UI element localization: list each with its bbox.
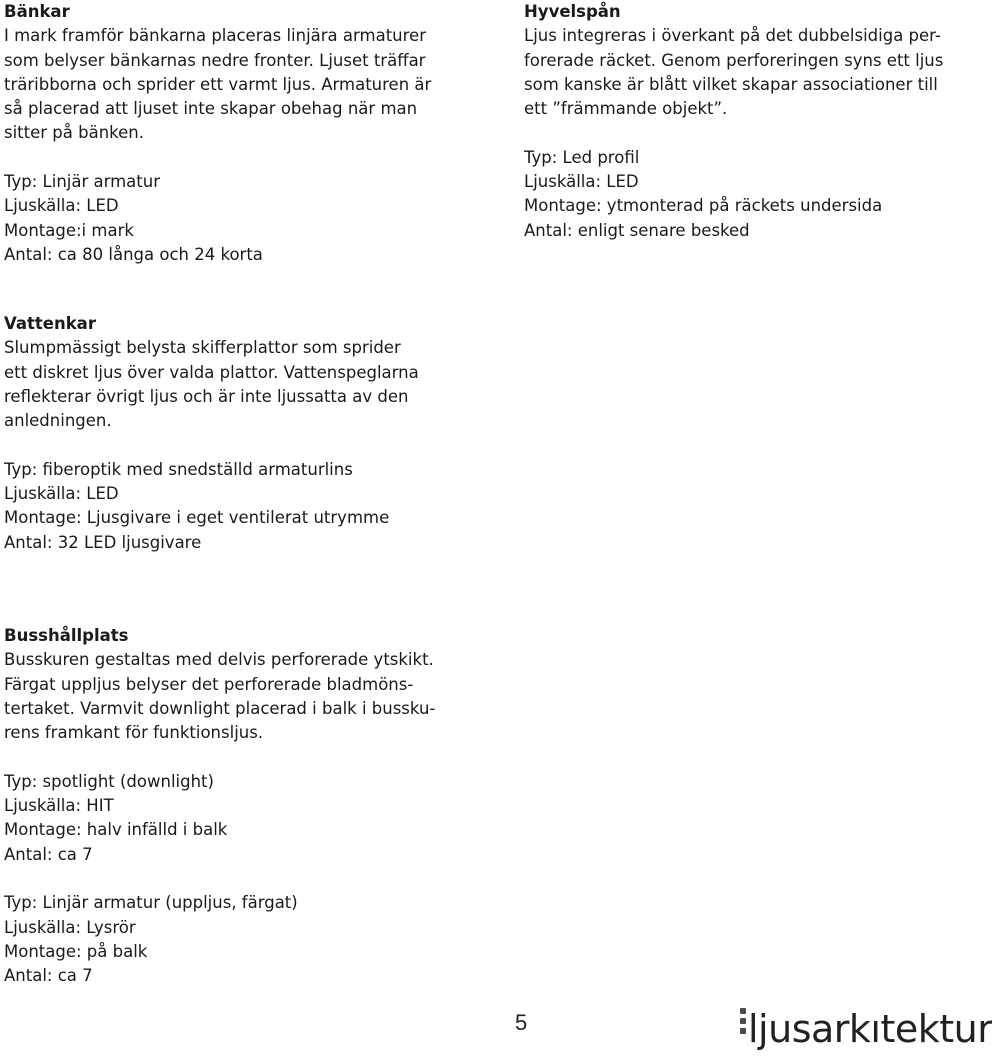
brand-logo <box>738 1006 992 1052</box>
spec-light-source: Ljuskälla: HIT <box>4 796 114 816</box>
page-number: 5 <box>515 1010 528 1035</box>
body-line: Busskuren gestaltas med delvis perforerade ytskikt. <box>4 650 434 670</box>
spec-mounting: Montage: ytmonterad på räckets undersida <box>524 196 883 216</box>
body-line: så placerad att ljuset inte skapar obehag när man <box>4 99 418 119</box>
logo-text: ljusarkıtektur <box>748 1007 992 1051</box>
section-hyvelspan <box>524 0 943 243</box>
spec-quantity: Antal: ca 7 <box>4 844 93 864</box>
spec-light-source: Ljuskälla: LED <box>4 484 119 504</box>
section-vattenkar <box>4 312 419 555</box>
body-line: forerade räcket. Genom perforeringen syns ett ljus <box>524 50 944 70</box>
spec-type: Typ: fiberoptik med snedställd armaturlins <box>4 459 353 479</box>
body-line: Slumpmässigt belysta skifferplattor som sprider <box>4 338 401 358</box>
spec-light-source: Ljuskälla: LED <box>4 196 119 216</box>
body-line: träribborna och sprider ett varmt ljus. Armaturen är <box>4 74 432 94</box>
body-line: I mark framför bänkarna placeras linjära armaturer <box>4 26 426 46</box>
body-line: ett ”främmande objekt”. <box>524 99 728 119</box>
spec-quantity: Antal: ca 80 långa och 24 korta <box>4 244 263 264</box>
spec-type: Typ: Linjär armatur <box>4 172 161 192</box>
spec-light-source: Ljuskälla: Lysrör <box>4 917 136 937</box>
spec-type: Typ: Led profil <box>524 147 640 167</box>
spec-mounting: Montage: Ljusgivare i eget ventilerat utrymme <box>4 508 390 528</box>
body-line: anledningen. <box>4 411 112 431</box>
spec-mounting: Montage: på balk <box>4 941 148 961</box>
section-title: Busshållplats <box>4 626 129 645</box>
body-line: Färgat uppljus belyser det perforerade bladmöns- <box>4 674 414 694</box>
body-line: Ljus integreras i överkant på det dubbelsidiga per- <box>524 26 941 46</box>
spec-quantity: Antal: 32 LED ljusgivare <box>4 532 202 552</box>
body-line: tertaket. Varmvit downlight placerad i balk i bussku- <box>4 698 436 718</box>
spec-mounting: Montage: halv infälld i balk <box>4 820 228 840</box>
spec-type: Typ: spotlight (downlight) <box>4 771 214 791</box>
body-line: reflekterar övrigt ljus och är inte ljussatta av den <box>4 386 409 406</box>
body-line: rens framkant för funktionsljus. <box>4 723 264 743</box>
section-title: Vattenkar <box>4 314 96 333</box>
spec-quantity: Antal: enligt senare besked <box>524 220 750 240</box>
spec-type: Typ: Linjär armatur (uppljus, färgat) <box>4 893 298 913</box>
body-line: som kanske är blått vilket skapar associationer till <box>524 74 938 94</box>
section-title: Bänkar <box>4 2 70 21</box>
spec-quantity: Antal: ca 7 <box>4 966 93 986</box>
section-bankar <box>4 0 431 267</box>
body-line: ett diskret ljus över valda plattor. Vattenspeglarna <box>4 362 419 382</box>
body-line: sitter på bänken. <box>4 123 144 143</box>
body-line: som belyser bänkarnas nedre fronter. Ljuset träffar <box>4 50 426 70</box>
spec-light-source: Ljuskälla: LED <box>524 172 639 192</box>
section-busshallplats <box>4 624 435 988</box>
section-title: Hyvelspån <box>524 2 621 21</box>
spec-mounting: Montage:i mark <box>4 220 134 240</box>
